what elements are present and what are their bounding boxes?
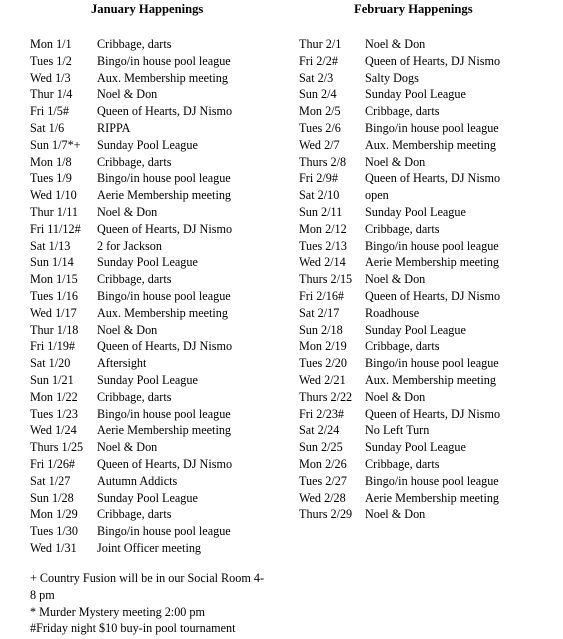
event-name: Noel & Don <box>365 37 426 51</box>
event-row <box>0 204 290 221</box>
event-name: Autumn Addicts <box>97 473 178 488</box>
event-row <box>290 221 563 238</box>
event-row <box>0 86 290 103</box>
event-date: Wed 2/7 <box>299 137 340 152</box>
event-row <box>290 36 563 53</box>
event-name: Noel & Don <box>97 440 158 455</box>
event-name: Sunday Pool League <box>365 440 466 455</box>
event-row <box>0 456 290 473</box>
event-name: Bingo/in house pool league <box>365 120 499 135</box>
event-name: Aerie Membership meeting <box>97 423 232 438</box>
event-row <box>290 490 563 507</box>
event-date: Sat 2/24 <box>299 423 340 438</box>
event-date: Wed 1/17 <box>30 305 77 320</box>
event-date: Tues 1/9 <box>30 171 72 186</box>
event-row <box>290 86 563 103</box>
event-date: Mon 1/22 <box>30 389 78 404</box>
event-row <box>0 36 290 53</box>
event-date: Sun 1/28 <box>30 490 74 505</box>
event-name: Aux. Membership meeting <box>365 372 496 387</box>
february-heading: February Happenings <box>354 2 473 16</box>
event-date: Mon 2/12 <box>299 221 347 236</box>
event-date: Mon 1/15 <box>30 272 78 287</box>
event-name: Sunday Pool League <box>97 137 198 152</box>
event-row <box>290 473 563 490</box>
event-name: Cribbage, darts <box>365 104 440 119</box>
event-name: Cribbage, darts <box>365 456 440 471</box>
event-name: Aerie Membership meeting <box>365 490 500 505</box>
event-row <box>0 406 290 423</box>
event-row <box>290 154 563 171</box>
event-date: Mon 2/19 <box>299 339 347 354</box>
january-notes <box>30 570 270 637</box>
event-name: Noel & Don <box>97 322 158 337</box>
event-row <box>0 120 290 137</box>
event-date: Thur 1/18 <box>30 322 79 337</box>
event-date: Thur 2/1 <box>299 37 342 51</box>
event-name: Bingo/in house pool league <box>97 171 231 186</box>
event-name: Salty Dogs <box>365 70 419 85</box>
event-name: Queen of Hearts, DJ Nismo <box>365 288 501 303</box>
event-row <box>290 506 563 523</box>
event-row <box>290 271 563 288</box>
event-row <box>290 439 563 456</box>
event-row <box>0 288 290 305</box>
event-date: Mon 2/5 <box>299 104 341 119</box>
event-row <box>290 70 563 87</box>
event-row <box>0 372 290 389</box>
event-date: Sun 2/11 <box>299 204 343 219</box>
event-row <box>290 238 563 255</box>
event-row <box>0 154 290 171</box>
event-row <box>0 271 290 288</box>
event-row <box>0 506 290 523</box>
event-name: Aerie Membership meeting <box>365 255 500 270</box>
event-date: Fri 11/12# <box>30 221 81 236</box>
footnote: * Murder Mystery meeting 2:00 pm <box>30 604 205 619</box>
event-name: Noel & Don <box>365 272 426 287</box>
event-date: Fri 2/16# <box>299 288 345 303</box>
event-name: Bingo/in house pool league <box>97 406 231 421</box>
event-date: Fri 1/26# <box>30 456 76 471</box>
event-date: Mon 1/8 <box>30 154 72 169</box>
event-name: Noel & Don <box>97 204 158 219</box>
january-heading: January Happenings <box>91 2 204 16</box>
event-row <box>0 523 290 540</box>
event-row <box>0 439 290 456</box>
event-date: Sat 1/13 <box>30 238 71 253</box>
event-name: Bingo/in house pool league <box>97 288 231 303</box>
event-name: Cribbage, darts <box>365 221 440 236</box>
event-name: RIPPA <box>97 120 131 135</box>
event-name: Queen of Hearts, DJ Nismo <box>365 406 501 421</box>
event-name: Queen of Hearts, DJ Nismo <box>97 221 233 236</box>
event-row <box>0 473 290 490</box>
event-date: Thur 1/4 <box>30 87 73 102</box>
event-row <box>290 372 563 389</box>
event-date: Tues 2/27 <box>299 473 347 488</box>
event-date: Tues 2/20 <box>299 356 347 371</box>
event-name: Cribbage, darts <box>97 507 172 522</box>
event-date: Mon 2/26 <box>299 456 347 471</box>
february-event-list <box>290 36 563 523</box>
event-row <box>0 137 290 154</box>
event-row <box>290 389 563 406</box>
event-name: Noel & Don <box>97 87 158 102</box>
event-row <box>290 422 563 439</box>
event-row <box>290 187 563 204</box>
event-name: Bingo/in house pool league <box>365 356 499 371</box>
event-name: Cribbage, darts <box>97 37 172 51</box>
event-date: Wed 1/10 <box>30 188 77 203</box>
event-name: open <box>365 188 389 203</box>
event-row <box>0 338 290 355</box>
event-date: Sun 2/18 <box>299 322 343 337</box>
event-row <box>0 70 290 87</box>
event-date: Tues 1/16 <box>30 288 78 303</box>
event-date: Sun 1/7*+ <box>30 137 81 152</box>
event-name: No Left Turn <box>365 423 430 438</box>
event-row <box>290 170 563 187</box>
event-name: Bingo/in house pool league <box>365 473 499 488</box>
event-date: Sat 2/3 <box>299 70 334 85</box>
event-row <box>290 120 563 137</box>
event-name: Cribbage, darts <box>97 154 172 169</box>
event-name: Roadhouse <box>365 305 420 320</box>
event-name: Bingo/in house pool league <box>365 238 499 253</box>
event-row <box>0 238 290 255</box>
event-row <box>0 103 290 120</box>
event-date: Sat 2/17 <box>299 305 340 320</box>
event-date: Sun 2/4 <box>299 87 337 102</box>
event-name: Noel & Don <box>365 507 426 522</box>
event-name: Cribbage, darts <box>97 389 172 404</box>
event-name: Queen of Hearts, DJ Nismo <box>97 456 233 471</box>
event-name: Sunday Pool League <box>365 87 466 102</box>
event-date: Thurs 2/29 <box>299 507 353 522</box>
event-date: Wed 2/21 <box>299 372 346 387</box>
event-date: Thurs 1/25 <box>30 440 84 455</box>
event-date: Thurs 2/8 <box>299 154 347 169</box>
event-name: Queen of Hearts, DJ Nismo <box>97 339 233 354</box>
event-date: Fri 2/9# <box>299 171 338 186</box>
event-row <box>0 355 290 372</box>
event-name: Cribbage, darts <box>97 272 172 287</box>
event-name: Sunday Pool League <box>97 490 198 505</box>
event-row <box>290 406 563 423</box>
event-date: Wed 1/24 <box>30 423 77 438</box>
event-row <box>0 187 290 204</box>
event-date: Thurs 2/15 <box>299 272 353 287</box>
footnote: + Country Fusion will be in our Social Room 4-8 pm <box>30 571 265 602</box>
event-date: Tues 1/2 <box>30 53 72 68</box>
event-name: Sunday Pool League <box>97 372 198 387</box>
event-name: Aux. Membership meeting <box>97 305 228 320</box>
event-date: Tues 2/6 <box>299 120 341 135</box>
event-row <box>290 338 563 355</box>
event-row <box>290 288 563 305</box>
event-name: Sunday Pool League <box>365 322 466 337</box>
event-row <box>290 355 563 372</box>
event-row <box>290 53 563 70</box>
event-name: Noel & Don <box>365 389 426 404</box>
event-row <box>290 137 563 154</box>
event-date: Thurs 2/22 <box>299 389 353 404</box>
event-row <box>0 305 290 322</box>
event-row <box>0 53 290 70</box>
event-name: Joint Officer meeting <box>97 540 202 555</box>
event-name: Bingo/in house pool league <box>97 524 231 539</box>
event-date: Mon 1/29 <box>30 507 78 522</box>
event-date: Sun 2/25 <box>299 440 343 455</box>
event-name: Sunday Pool League <box>365 204 466 219</box>
event-name: Aftersight <box>97 356 147 371</box>
event-date: Sun 1/14 <box>30 255 74 270</box>
january-event-list <box>0 36 290 557</box>
event-date: Fri 1/5# <box>30 104 69 119</box>
event-name: 2 for Jackson <box>97 238 162 253</box>
event-row <box>290 254 563 271</box>
event-name: Queen of Hearts, DJ Nismo <box>97 104 233 119</box>
event-date: Wed 1/31 <box>30 540 77 555</box>
event-name: Queen of Hearts, DJ Nismo <box>365 171 501 186</box>
event-date: Wed 2/28 <box>299 490 346 505</box>
event-row <box>0 490 290 507</box>
event-name: Bingo/in house pool league <box>97 53 231 68</box>
event-date: Sat 1/27 <box>30 473 71 488</box>
event-row <box>290 305 563 322</box>
event-name: Aux. Membership meeting <box>365 137 496 152</box>
event-row <box>0 221 290 238</box>
event-name: Cribbage, darts <box>365 339 440 354</box>
event-date: Tues 2/13 <box>299 238 347 253</box>
event-row <box>0 540 290 557</box>
event-date: Tues 1/23 <box>30 406 78 421</box>
event-row <box>290 103 563 120</box>
event-row <box>290 322 563 339</box>
event-name: Queen of Hearts, DJ Nismo <box>365 53 501 68</box>
event-date: Mon 1/1 <box>30 37 72 51</box>
event-date: Fri 2/2# <box>299 53 338 68</box>
event-row <box>0 322 290 339</box>
event-date: Sun 1/21 <box>30 372 74 387</box>
event-row <box>290 204 563 221</box>
event-date: Tues 1/30 <box>30 524 78 539</box>
event-date: Thur 1/11 <box>30 204 78 219</box>
event-name: Noel & Don <box>365 154 426 169</box>
event-date: Sat 1/6 <box>30 120 65 135</box>
event-date: Fri 1/19# <box>30 339 76 354</box>
event-row <box>0 170 290 187</box>
event-name: Aux. Membership meeting <box>97 70 228 85</box>
event-date: Fri 2/23# <box>299 406 345 421</box>
event-row <box>0 422 290 439</box>
footnote: #Friday night $10 buy-in pool tournament <box>30 621 236 636</box>
event-date: Sat 2/10 <box>299 188 340 203</box>
event-row <box>0 389 290 406</box>
event-row <box>0 254 290 271</box>
event-date: Sat 1/20 <box>30 356 71 371</box>
event-date: Wed 1/3 <box>30 70 71 85</box>
event-name: Sunday Pool League <box>97 255 198 270</box>
event-name: Aerie Membership meeting <box>97 188 232 203</box>
event-row <box>290 456 563 473</box>
event-date: Wed 2/14 <box>299 255 346 270</box>
